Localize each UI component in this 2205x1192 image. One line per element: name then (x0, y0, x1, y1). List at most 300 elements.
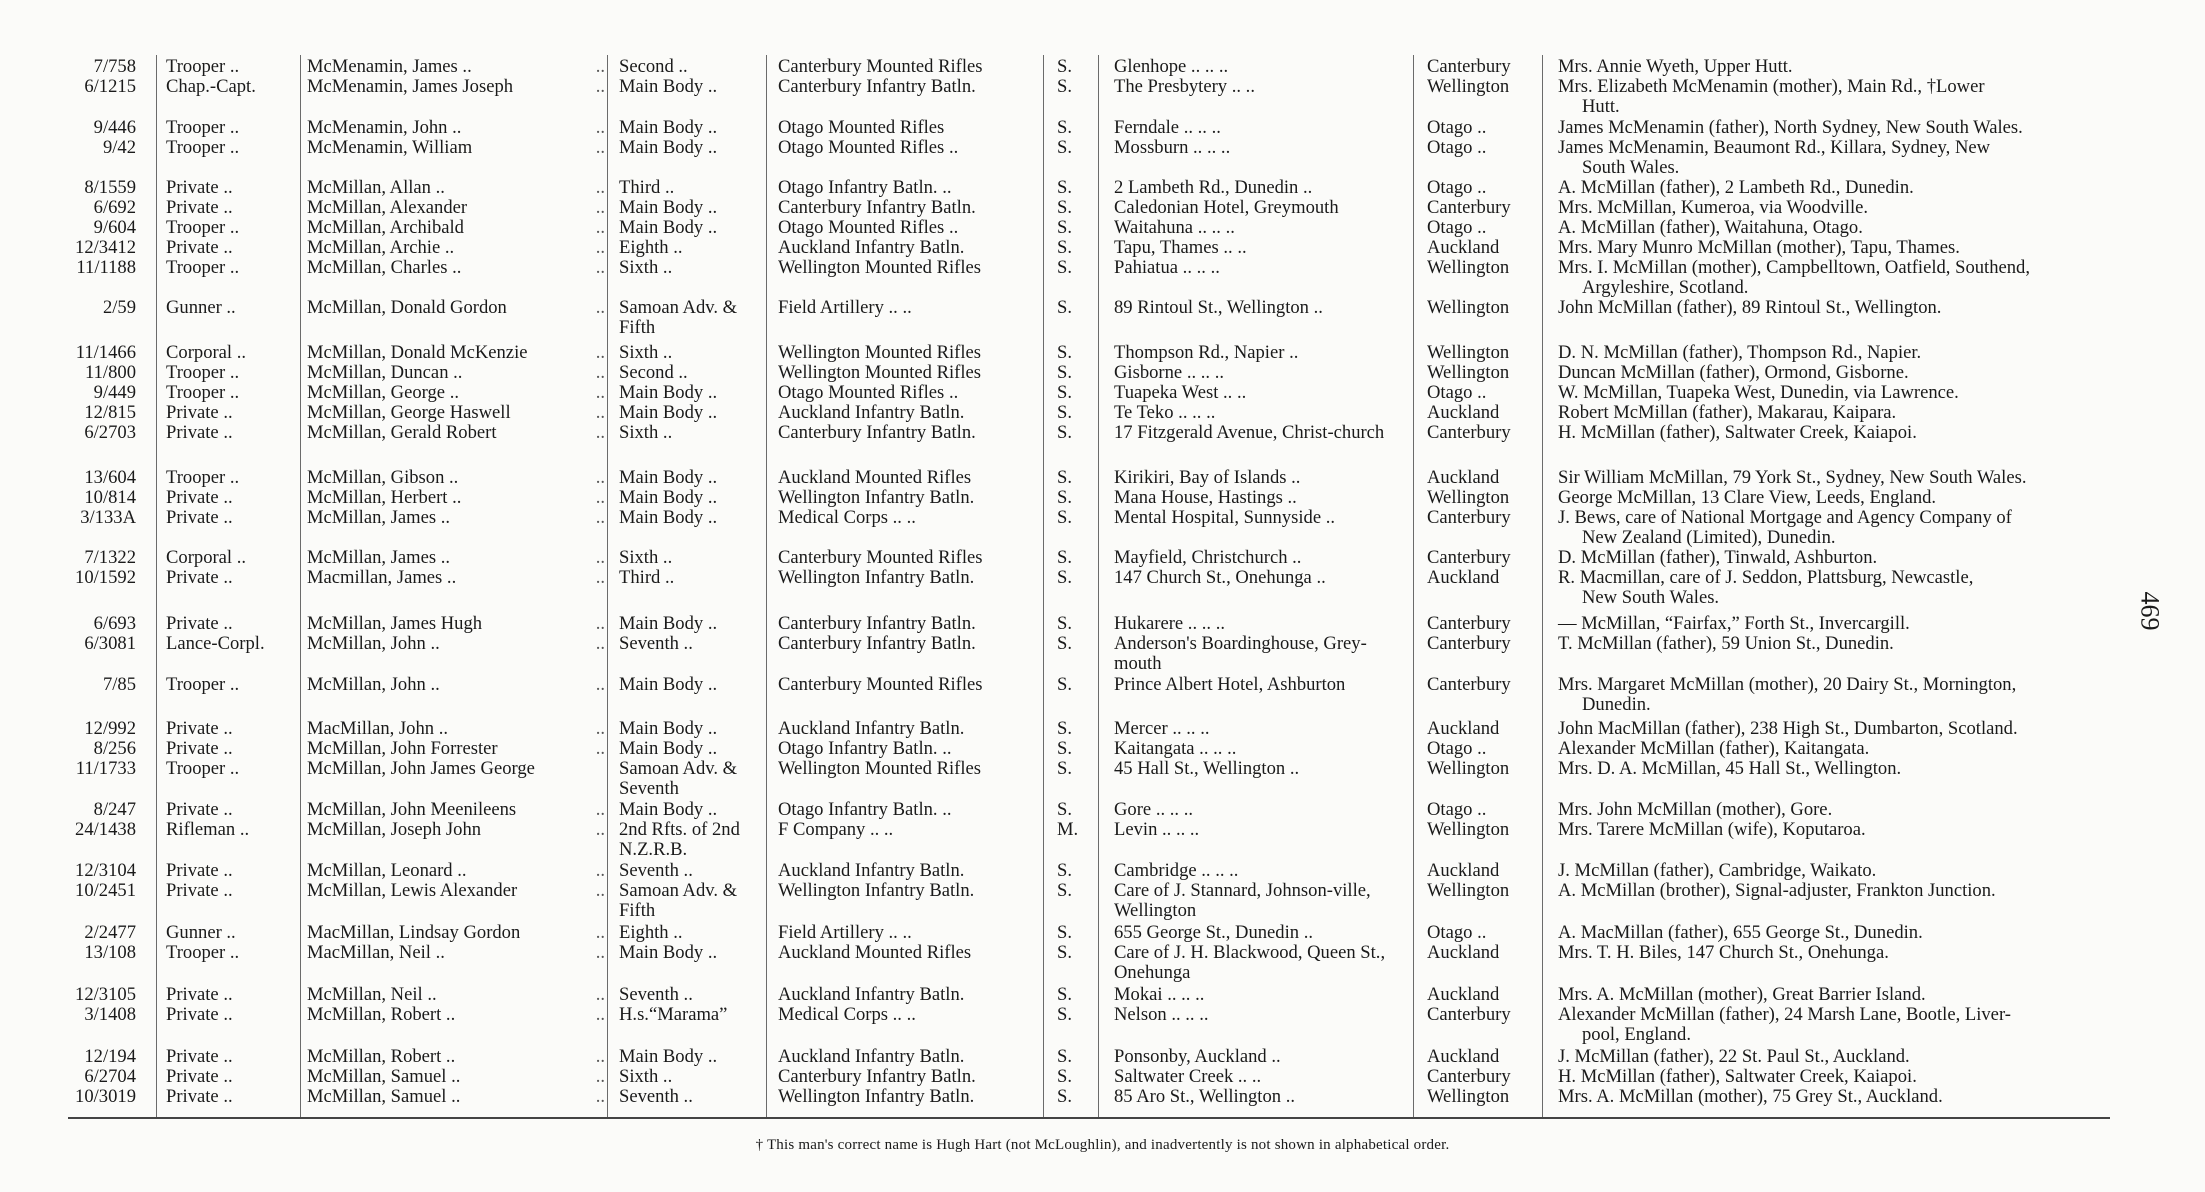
next-of-kin-line: Alexander McMillan (father), 24 Marsh Lane, Bootle, Liver- (1558, 1004, 2011, 1025)
last-address-cell: Saltwater Creek .. .. (1114, 1066, 1262, 1087)
draft-cell: Main Body .. (619, 137, 718, 158)
next-of-kin-cell (1558, 800, 2114, 820)
name-cell (307, 468, 605, 488)
next-of-kin-cell (1558, 861, 2114, 881)
name-cell (307, 77, 605, 97)
draft-cell: 2nd Rfts. of 2nd N.Z.R.B. (619, 819, 740, 861)
draft-cell: Seventh .. (619, 860, 693, 881)
next-of-kin-cell (1558, 985, 2114, 1005)
draft-cell: Sixth .. (619, 547, 673, 568)
unit-cell: Canterbury Infantry Batln. (778, 633, 976, 654)
draft-cell: Sixth .. (619, 342, 673, 363)
name-text: McMillan, Donald McKenzie (307, 342, 528, 363)
district-cell: Otago .. (1427, 177, 1487, 198)
next-of-kin-cell (1558, 118, 2114, 138)
next-of-kin-line: — McMillan, “Fairfax,” Forth St., Invercargill. (1558, 613, 1910, 634)
next-of-kin-cell (1558, 548, 2114, 568)
service-number-cell: 12/3412 (75, 237, 136, 258)
name-cell (307, 343, 605, 363)
marital-status-cell: S. (1057, 137, 1072, 158)
marital-status-cell: S. (1057, 799, 1072, 820)
service-number-cell: 6/693 (93, 613, 136, 634)
next-of-kin-cell (1558, 198, 2114, 218)
last-address-cell: Prince Albert Hotel, Ashburton (1114, 674, 1346, 695)
rank-cell: Private .. (166, 984, 233, 1005)
district-cell: Auckland (1427, 567, 1500, 588)
district-cell: Auckland (1427, 860, 1500, 881)
rank-cell: Trooper .. (166, 942, 240, 963)
next-of-kin-line: A. MacMillan (father), 655 George St., Dunedin. (1558, 922, 1923, 943)
next-of-kin-continuation: pool, England. (1582, 1024, 1691, 1046)
rank-cell: Private .. (166, 860, 233, 881)
unit-cell: Auckland Infantry Batln. (778, 402, 965, 423)
draft-cell: Main Body .. (619, 217, 718, 238)
unit-cell: Wellington Infantry Batln. (778, 880, 975, 901)
rank-cell: Private .. (166, 177, 233, 198)
next-of-kin-cell (1558, 488, 2114, 508)
name-text: McMillan, Robert .. (307, 1004, 456, 1025)
marital-status-cell: S. (1057, 422, 1072, 443)
rank-cell: Private .. (166, 567, 233, 588)
marital-status-cell: S. (1057, 197, 1072, 218)
last-address-cell: 89 Rintoul St., Wellington .. (1114, 297, 1323, 318)
name-cell (307, 943, 605, 963)
service-number-cell: 12/815 (84, 402, 136, 423)
rank-cell: Trooper .. (166, 257, 240, 278)
rank-cell: Private .. (166, 1066, 233, 1087)
rank-cell: Gunner .. (166, 297, 236, 318)
marital-status-cell: S. (1057, 1046, 1072, 1067)
draft-cell: Main Body .. (619, 467, 718, 488)
name-text: McMillan, John .. (307, 633, 440, 654)
draft-cell: Second .. (619, 56, 688, 77)
table-bottom-rule (68, 1117, 2110, 1119)
name-cell (307, 548, 605, 568)
unit-cell: Otago Mounted Rifles .. (778, 382, 959, 403)
district-cell: Canterbury (1427, 197, 1511, 218)
marital-status-cell: S. (1057, 362, 1072, 383)
unit-cell: Wellington Mounted Rifles (778, 758, 982, 779)
district-cell: Auckland (1427, 984, 1500, 1005)
name-cell (307, 178, 605, 198)
unit-cell: Wellington Mounted Rifles (778, 362, 982, 383)
marital-status-cell: S. (1057, 257, 1072, 278)
last-address-cell: 2 Lambeth Rd., Dunedin .. (1114, 177, 1313, 198)
marital-status-cell: S. (1057, 177, 1072, 198)
district-cell: Wellington (1427, 1086, 1510, 1107)
rank-cell: Trooper .. (166, 362, 240, 383)
district-cell: Canterbury (1427, 422, 1511, 443)
rank-cell: Corporal .. (166, 342, 247, 363)
last-address-cell: Care of J. H. Blackwood, Queen St., Onehunga (1114, 942, 1386, 984)
marital-status-cell: S. (1057, 507, 1072, 528)
service-number-cell: 24/1438 (75, 819, 136, 840)
name-cell (307, 238, 605, 258)
leader-dots: .. (595, 137, 605, 158)
rank-cell: Private .. (166, 1086, 233, 1107)
marital-status-cell: S. (1057, 718, 1072, 739)
district-cell: Otago .. (1427, 217, 1487, 238)
next-of-kin-cell (1558, 298, 2114, 318)
last-address-cell: Kaitangata .. .. .. (1114, 738, 1237, 759)
unit-cell: Wellington Infantry Batln. (778, 487, 975, 508)
next-of-kin-continuation: Argyleshire, Scotland. (1582, 277, 1749, 299)
marital-status-cell: S. (1057, 342, 1072, 363)
rank-cell: Trooper .. (166, 137, 240, 158)
next-of-kin-cell (1558, 178, 2114, 198)
name-text: McMillan, Archibald (307, 217, 464, 238)
next-of-kin-cell (1558, 77, 2114, 118)
marital-status-cell: S. (1057, 1086, 1072, 1107)
district-cell: Wellington (1427, 758, 1510, 779)
next-of-kin-line: Mrs. A. McMillan (mother), 75 Grey St., Auckland. (1558, 1086, 1943, 1107)
service-number-cell: 11/1466 (75, 342, 136, 363)
name-cell (307, 488, 605, 508)
draft-cell: H.s.“Marama” (619, 1004, 728, 1025)
district-cell: Auckland (1427, 237, 1500, 258)
name-text: MacMillan, John .. (307, 718, 448, 739)
unit-cell: Field Artillery .. .. (778, 297, 912, 318)
name-text: McMillan, Herbert .. (307, 487, 462, 508)
last-address-cell: Glenhope .. .. .. (1114, 56, 1229, 77)
name-cell (307, 198, 605, 218)
service-number-cell: 10/3019 (75, 1086, 136, 1107)
next-of-kin-line: W. McMillan, Tuapeka West, Dunedin, via Lawrence. (1558, 382, 1959, 403)
name-cell (307, 719, 605, 739)
name-text: MacMillan, Lindsay Gordon (307, 922, 521, 943)
service-number-cell: 8/256 (93, 738, 136, 759)
last-address-cell: Mayfield, Christchurch .. (1114, 547, 1302, 568)
district-cell: Wellington (1427, 362, 1510, 383)
name-cell (307, 138, 605, 158)
leader-dots: .. (595, 297, 605, 318)
unit-cell: Auckland Mounted Rifles (778, 942, 972, 963)
district-cell: Otago .. (1427, 117, 1487, 138)
leader-dots: .. (595, 507, 605, 528)
next-of-kin-line: H. McMillan (father), Saltwater Creek, Kaiapoi. (1558, 422, 1917, 443)
draft-cell: Main Body .. (619, 382, 718, 403)
next-of-kin-cell (1558, 363, 2114, 383)
marital-status-cell: S. (1057, 633, 1072, 654)
service-number-cell: 6/3081 (84, 633, 136, 654)
rank-cell: Corporal .. (166, 547, 247, 568)
name-cell (307, 298, 605, 318)
draft-cell: Main Body .. (619, 76, 718, 97)
next-of-kin-cell (1558, 614, 2114, 634)
district-cell: Wellington (1427, 880, 1510, 901)
next-of-kin-cell (1558, 57, 2114, 77)
leader-dots: .. (595, 547, 605, 568)
name-text: Macmillan, James .. (307, 567, 457, 588)
unit-cell: Auckland Infantry Batln. (778, 237, 965, 258)
next-of-kin-continuation: Dunedin. (1582, 694, 1651, 716)
draft-cell: Seventh .. (619, 633, 693, 654)
name-text: McMillan, George Haswell (307, 402, 511, 423)
name-cell (307, 568, 605, 588)
next-of-kin-line: J. McMillan (father), Cambridge, Waikato. (1558, 860, 1877, 881)
next-of-kin-cell (1558, 759, 2114, 779)
service-number-cell: 9/446 (93, 117, 136, 138)
draft-cell: Samoan Adv. & Seventh (619, 758, 738, 800)
leader-dots: .. (595, 217, 605, 238)
name-text: McMenamin, James .. (307, 56, 472, 77)
footnote: † This man's correct name is Hugh Hart (not McLoughlin), and inadvertently is not shown in alphabetical order. (755, 1137, 1450, 1153)
rank-cell: Private .. (166, 738, 233, 759)
district-cell: Wellington (1427, 819, 1510, 840)
service-number-cell: 10/2451 (75, 880, 136, 901)
next-of-kin-cell (1558, 468, 2114, 488)
unit-cell: Canterbury Mounted Rifles (778, 56, 983, 77)
service-number-cell: 6/2703 (84, 422, 136, 443)
next-of-kin-line: Mrs. Margaret McMillan (mother), 20 Dairy St., Mornington, (1558, 674, 2017, 695)
rank-cell: Private .. (166, 507, 233, 528)
rank-cell: Rifleman .. (166, 819, 250, 840)
rank-cell: Private .. (166, 237, 233, 258)
name-text: McMenamin, William (307, 137, 473, 158)
marital-status-cell: S. (1057, 942, 1072, 963)
name-cell (307, 383, 605, 403)
leader-dots: .. (595, 860, 605, 881)
leader-dots: .. (595, 1066, 605, 1087)
name-cell (307, 1067, 605, 1087)
name-cell (307, 1005, 605, 1025)
name-text: McMenamin, James Joseph (307, 76, 514, 97)
draft-cell: Second .. (619, 362, 688, 383)
draft-cell: Sixth .. (619, 1066, 673, 1087)
leader-dots: .. (595, 342, 605, 363)
unit-cell: Auckland Infantry Batln. (778, 860, 965, 881)
next-of-kin-cell (1558, 923, 2114, 943)
marital-status-cell: S. (1057, 56, 1072, 77)
name-text: McMillan, James .. (307, 547, 451, 568)
next-of-kin-continuation: South Wales. (1582, 157, 1680, 179)
unit-cell: Auckland Infantry Batln. (778, 984, 965, 1005)
name-text: McMillan, Samuel .. (307, 1086, 461, 1107)
last-address-cell: Tuapeka West .. .. (1114, 382, 1247, 403)
next-of-kin-line: James McMenamin, Beaumont Rd., Killara, Sydney, New (1558, 137, 1991, 158)
service-number-cell: 7/85 (102, 674, 136, 695)
leader-dots: .. (595, 718, 605, 739)
rank-cell: Trooper .. (166, 56, 240, 77)
name-text: McMillan, Duncan .. (307, 362, 463, 383)
unit-cell: Wellington Mounted Rifles (778, 257, 982, 278)
next-of-kin-cell (1558, 383, 2114, 403)
service-number-cell: 13/604 (84, 467, 136, 488)
marital-status-cell: S. (1057, 402, 1072, 423)
next-of-kin-continuation: New South Wales. (1582, 587, 1720, 609)
name-text: McMillan, Leonard .. (307, 860, 467, 881)
last-address-cell: 147 Church St., Onehunga .. (1114, 567, 1326, 588)
last-address-cell: 45 Hall St., Wellington .. (1114, 758, 1300, 779)
rank-cell: Private .. (166, 799, 233, 820)
unit-cell: Canterbury Infantry Batln. (778, 1066, 976, 1087)
marital-status-cell: S. (1057, 613, 1072, 634)
marital-status-cell: S. (1057, 567, 1072, 588)
next-of-kin-line: Mrs. McMillan, Kumeroa, via Woodville. (1558, 197, 1869, 218)
leader-dots: .. (595, 799, 605, 820)
last-address-cell: Mossburn .. .. .. (1114, 137, 1231, 158)
service-number-cell: 3/133A (80, 507, 136, 528)
name-text: MacMillan, Neil .. (307, 942, 445, 963)
draft-cell: Main Body .. (619, 117, 718, 138)
next-of-kin-line: J. Bews, care of National Mortgage and Agency Company of (1558, 507, 2012, 528)
service-number-cell: 8/247 (93, 799, 136, 820)
marital-status-cell: S. (1057, 487, 1072, 508)
name-text: McMillan, John Meenileens (307, 799, 517, 820)
leader-dots: .. (595, 382, 605, 403)
district-cell: Wellington (1427, 487, 1510, 508)
district-cell: Auckland (1427, 1046, 1500, 1067)
name-cell (307, 985, 605, 1005)
name-text: McMillan, George .. (307, 382, 459, 403)
next-of-kin-line: R. Macmillan, care of J. Seddon, Plattsburg, Newcastle, (1558, 567, 1974, 588)
draft-cell: Main Body .. (619, 197, 718, 218)
rank-cell: Private .. (166, 487, 233, 508)
next-of-kin-cell (1558, 943, 2114, 963)
name-text: McMillan, Allan .. (307, 177, 445, 198)
next-of-kin-cell (1558, 1087, 2114, 1107)
service-number-cell: 7/1322 (84, 547, 136, 568)
service-number-cell: 9/604 (93, 217, 136, 238)
name-cell (307, 759, 605, 779)
name-text: McMillan, Gerald Robert (307, 422, 497, 443)
rank-cell: Private .. (166, 718, 233, 739)
rank-cell: Trooper .. (166, 674, 240, 695)
next-of-kin-line: A. McMillan (brother), Signal-adjuster, Frankton Junction. (1558, 880, 1996, 901)
leader-dots: .. (595, 257, 605, 278)
next-of-kin-line: D. McMillan (father), Tinwald, Ashburton. (1558, 547, 1878, 568)
marital-status-cell: S. (1057, 922, 1072, 943)
name-cell (307, 423, 605, 443)
next-of-kin-cell (1558, 881, 2114, 901)
name-text: McMillan, John .. (307, 674, 440, 695)
unit-cell: Otago Mounted Rifles .. (778, 137, 959, 158)
next-of-kin-line: H. McMillan (father), Saltwater Creek, Kaiapoi. (1558, 1066, 1917, 1087)
leader-dots: .. (595, 738, 605, 759)
leader-dots: .. (595, 1086, 605, 1107)
district-cell: Canterbury (1427, 507, 1511, 528)
unit-cell: Otago Mounted Rifles .. (778, 217, 959, 238)
unit-cell: Otago Mounted Rifles (778, 117, 945, 138)
column-rule (300, 55, 301, 1118)
next-of-kin-line: Alexander McMillan (father), Kaitangata. (1558, 738, 1870, 759)
next-of-kin-line: Mrs. A. McMillan (mother), Great Barrier Island. (1558, 984, 1926, 1005)
unit-cell: Canterbury Infantry Batln. (778, 613, 976, 634)
service-number-cell: 12/992 (84, 718, 136, 739)
leader-dots: .. (595, 487, 605, 508)
draft-cell: Sixth .. (619, 257, 673, 278)
last-address-cell: The Presbytery .. .. (1114, 76, 1255, 97)
unit-cell: Canterbury Infantry Batln. (778, 422, 976, 443)
service-number-cell: 12/3104 (75, 860, 136, 881)
service-number-cell: 6/1215 (84, 76, 136, 97)
leader-dots: .. (595, 197, 605, 218)
service-number-cell: 6/2704 (84, 1066, 136, 1087)
next-of-kin-line: Mrs. Tarere McMillan (wife), Koputaroa. (1558, 819, 1866, 840)
draft-cell: Samoan Adv. & Fifth (619, 880, 738, 922)
district-cell: Auckland (1427, 402, 1500, 423)
column-rule (1542, 55, 1543, 1118)
next-of-kin-line: John MacMillan (father), 238 High St., Dumbarton, Scotland. (1558, 718, 2018, 739)
last-address-cell: 17 Fitzgerald Avenue, Christ-church (1114, 422, 1385, 443)
marital-status-cell: S. (1057, 758, 1072, 779)
leader-dots: .. (595, 613, 605, 634)
leader-dots: .. (595, 76, 605, 97)
unit-cell: Canterbury Infantry Batln. (778, 76, 976, 97)
next-of-kin-cell (1558, 1067, 2114, 1087)
leader-dots: .. (595, 362, 605, 383)
rank-cell: Private .. (166, 613, 233, 634)
name-cell (307, 57, 605, 77)
service-number-cell: 11/800 (85, 362, 136, 383)
last-address-cell: 655 George St., Dunedin .. (1114, 922, 1314, 943)
rank-cell: Gunner .. (166, 922, 236, 943)
district-cell: Auckland (1427, 942, 1500, 963)
district-cell: Canterbury (1427, 547, 1511, 568)
service-number-cell: 8/1559 (84, 177, 136, 198)
column-rule (607, 55, 608, 1118)
district-cell: Auckland (1427, 718, 1500, 739)
unit-cell: Wellington Infantry Batln. (778, 567, 975, 588)
district-cell: Otago .. (1427, 382, 1487, 403)
next-of-kin-cell (1558, 1005, 2114, 1046)
district-cell: Wellington (1427, 342, 1510, 363)
leader-dots: .. (595, 422, 605, 443)
service-number-cell: 9/42 (102, 137, 136, 158)
next-of-kin-cell (1558, 739, 2114, 759)
next-of-kin-cell (1558, 403, 2114, 423)
unit-cell: F Company .. .. (778, 819, 894, 840)
name-text: McMillan, James Hugh (307, 613, 483, 634)
name-text: McMillan, Neil .. (307, 984, 437, 1005)
next-of-kin-line: Sir William McMillan, 79 York St., Sydney, New South Wales. (1558, 467, 2027, 488)
next-of-kin-line: John McMillan (father), 89 Rintoul St., Wellington. (1558, 297, 1942, 318)
name-cell (307, 614, 605, 634)
last-address-cell: Care of J. Stannard, Johnson-ville, Wellington (1114, 880, 1371, 922)
column-rule (156, 55, 157, 1118)
next-of-kin-line: Duncan McMillan (father), Ormond, Gisborne. (1558, 362, 1909, 383)
column-rule (1413, 55, 1414, 1118)
draft-cell: Main Body .. (619, 718, 718, 739)
rank-cell: Trooper .. (166, 382, 240, 403)
next-of-kin-line: A. McMillan (father), Waitahuna, Otago. (1558, 217, 1863, 238)
draft-cell: Sixth .. (619, 422, 673, 443)
next-of-kin-line: Mrs. Annie Wyeth, Upper Hutt. (1558, 56, 1793, 77)
unit-cell: Auckland Infantry Batln. (778, 1046, 965, 1067)
next-of-kin-cell (1558, 343, 2114, 363)
unit-cell: Auckland Infantry Batln. (778, 718, 965, 739)
rank-cell: Trooper .. (166, 217, 240, 238)
rank-cell: Private .. (166, 1004, 233, 1025)
leader-dots: .. (595, 984, 605, 1005)
name-cell (307, 403, 605, 423)
name-cell (307, 881, 605, 901)
draft-cell: Main Body .. (619, 487, 718, 508)
service-number-cell: 9/449 (93, 382, 136, 403)
name-text: McMillan, Robert .. (307, 1046, 456, 1067)
next-of-kin-cell (1558, 238, 2114, 258)
next-of-kin-line: Mrs. I. McMillan (mother), Campbelltown, Oatfield, Southend, (1558, 257, 2030, 278)
service-number-cell: 10/814 (84, 487, 136, 508)
last-address-cell: Kirikiri, Bay of Islands .. (1114, 467, 1301, 488)
next-of-kin-line: Mrs. D. A. McMillan, 45 Hall St., Wellington. (1558, 758, 1902, 779)
last-address-cell: Mercer .. .. .. (1114, 718, 1210, 739)
service-number-cell: 6/692 (93, 197, 136, 218)
name-text: McMillan, Samuel .. (307, 1066, 461, 1087)
leader-dots: .. (595, 237, 605, 258)
column-rule (1098, 55, 1099, 1118)
district-cell: Canterbury (1427, 56, 1511, 77)
